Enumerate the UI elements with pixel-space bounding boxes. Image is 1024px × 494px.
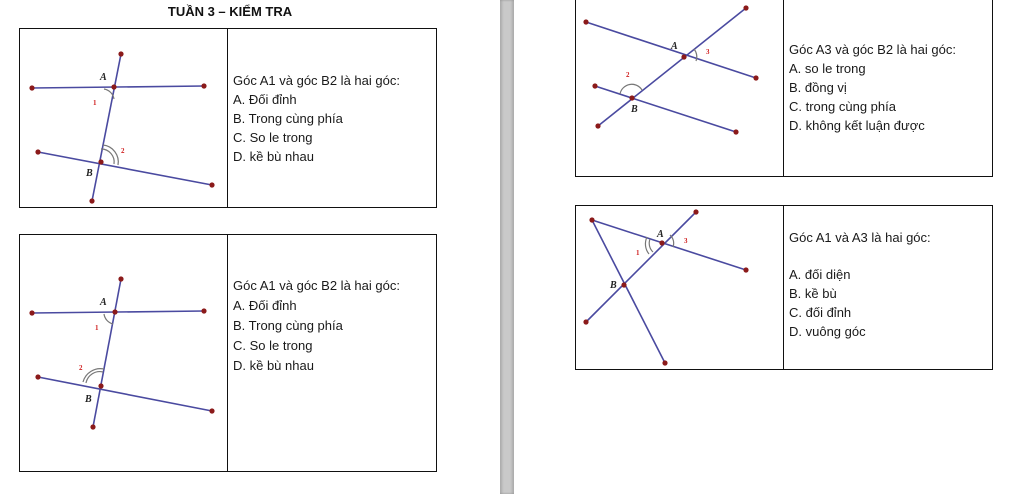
q1-point [35,149,40,154]
q3-prompt: Góc A3 và góc B2 là hai góc: [789,42,956,57]
q1-angle-arc [103,145,118,165]
q2-point [90,424,95,429]
q2-point [29,310,34,315]
question-4-box [575,205,993,370]
q4-option-c: C. đối đỉnh [789,305,852,320]
q4-point [662,360,667,365]
question-2-figure [20,235,228,471]
q2-option-a: A. Đối đỉnh [233,298,297,313]
q4-option-b: B. kề bù [789,286,837,301]
q2-point [209,408,214,413]
page-divider [500,0,514,494]
question-1-text [233,71,400,166]
q2-point-a [112,309,117,314]
q4-angle-num-3: 3 [684,237,688,245]
q2-line-a [32,311,204,313]
q1-angle-num-1: 1 [93,99,97,107]
q2-geometry-diagram [20,235,227,471]
q3-point [733,129,738,134]
q2-prompt: Góc A1 và góc B2 là hai góc: [233,278,400,293]
q3-point [753,75,758,80]
question-2-box [19,234,437,472]
question-1-box [19,28,437,208]
q1-point [29,85,34,90]
q4-angle-num-1: 1 [636,249,640,257]
q2-angle-arc [104,314,113,324]
question-2-text [233,276,400,376]
q1-label-a: A [100,72,107,83]
q3-point-b [629,95,634,100]
left-page [0,0,500,494]
q1-line-b [38,152,212,185]
page-title: TUẦN 3 – KIỂM TRA [167,4,293,19]
q3-option-a: A. so le trong [789,61,866,76]
q3-point [583,19,588,24]
q3-label-b: B [631,104,638,115]
q2-option-c: C. So le trong [233,338,313,353]
q1-point-a [111,84,116,89]
q1-geometry-diagram [20,29,227,207]
q3-angle-num-2: 2 [626,71,630,79]
q2-line-b [38,377,212,411]
q3-option-d: D. không kết luận được [789,118,925,133]
q4-point [583,319,588,324]
question-3-text [789,40,956,135]
q2-label-a: A [100,297,107,308]
q3-angle-num-3: 3 [706,48,710,56]
q1-option-c: C. So le trong [233,130,313,145]
q4-line-1 [592,220,746,270]
q1-option-b: B. Trong cùng phía [233,111,343,126]
q3-label-a: A [671,41,678,52]
q1-line-a [32,86,204,88]
question-4-figure [576,206,784,369]
q2-angle-arc [83,369,104,382]
q4-angle-arc [649,239,653,252]
q1-point [201,83,206,88]
q2-point [35,374,40,379]
right-page [514,0,1024,494]
question-1-figure [20,29,228,207]
q3-point [743,5,748,10]
q2-point-b [98,383,103,388]
q3-angle-arc [694,49,697,61]
q1-angle-num-2: 2 [121,147,125,155]
q4-option-d: D. vuông góc [789,324,866,339]
q2-angle-num-2: 2 [79,364,83,372]
q4-geometry-diagram [576,206,783,369]
q4-option-a: A. đối diện [789,267,851,282]
q3-point [595,123,600,128]
q4-point [743,267,748,272]
q3-geometry-diagram [576,0,783,176]
q2-option-d: D. kề bù nhau [233,358,314,373]
q1-option-d: D. kề bù nhau [233,149,314,164]
q1-point-b [98,159,103,164]
q4-prompt: Góc A1 và A3 là hai góc: [789,230,931,245]
q1-option-a: A. Đối đỉnh [233,92,297,107]
q1-point [89,198,94,203]
q2-point [201,308,206,313]
q3-point [592,83,597,88]
q4-label-b: B [610,280,617,291]
question-4-text [789,228,931,341]
question-3-figure [576,0,784,176]
q2-point [118,276,123,281]
q3-line-b [595,86,736,132]
q4-line-2 [586,212,696,322]
q1-label-b: B [86,168,93,179]
q3-option-c: C. trong cùng phía [789,99,896,114]
q4-point-a [659,240,664,245]
q2-label-b: B [85,394,92,405]
q2-option-b: B. Trong cùng phía [233,318,343,333]
q2-angle-num-1: 1 [95,324,99,332]
q4-point [693,209,698,214]
q3-point-a [681,54,686,59]
q4-label-a: A [657,229,664,240]
q4-point [589,217,594,222]
q4-line-3 [592,220,665,363]
q2-transversal [93,279,121,427]
q1-prompt: Góc A1 và góc B2 là hai góc: [233,73,400,88]
question-3-box [575,0,993,177]
q1-point [118,51,123,56]
q4-angle-arc [645,237,649,254]
q1-point [209,182,214,187]
q3-option-b: B. đồng vị [789,80,847,95]
q4-point-b [621,282,626,287]
